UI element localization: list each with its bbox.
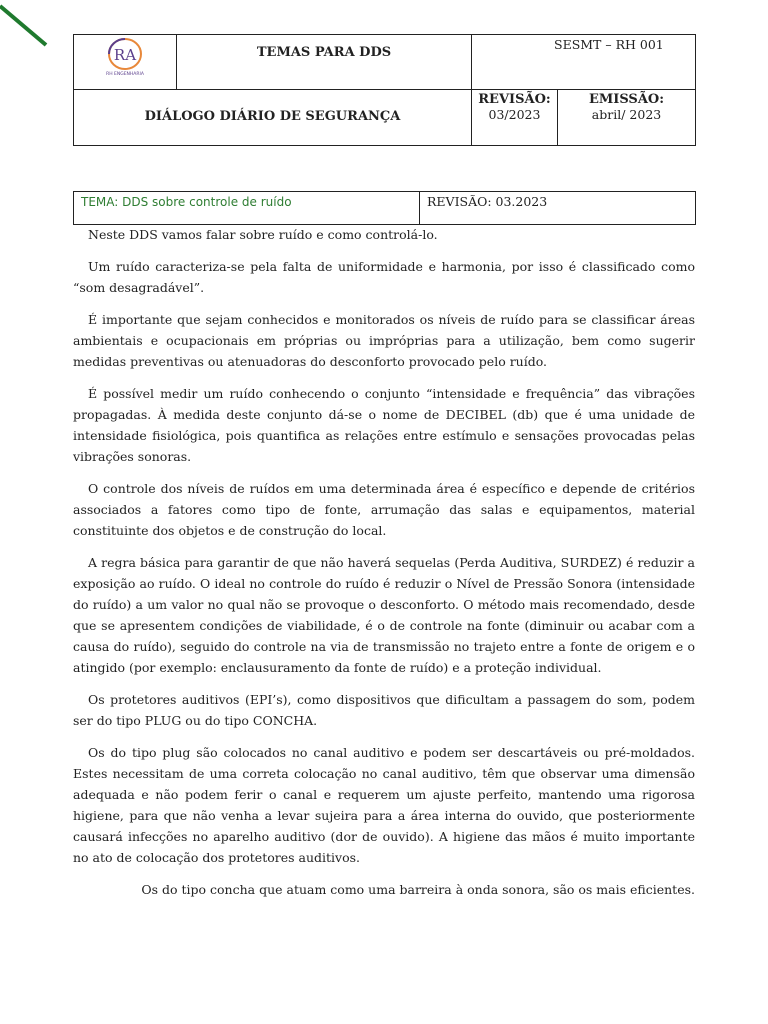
revision-cell <box>472 90 558 146</box>
paragraph: O controle dos níveis de ruídos em uma determinada área é específico e depende de critérios associados a fatores como tipo de fonte, arrumação das salas e equipamentos, material constituinte dos objetos e de construção do local. <box>73 481 695 538</box>
emission-label: EMISSÃO: <box>588 92 665 107</box>
document-body <box>73 224 695 911</box>
code-cell <box>472 35 696 90</box>
paragraph: É possível medir um ruído conhecendo o conjunto “intensidade e frequência” das vibrações propagadas. À medida deste conjunto dá-se o nome de DECIBEL (db) que é uma unidade de intensidade fisiológica, pois quantifica as relações entre estímulo e sensações provocadas pelas vibrações sonoras. <box>73 386 695 464</box>
corner-stripe-decoration <box>0 0 60 60</box>
tema-label: TEMA: DDS sobre controle de ruído <box>81 195 292 209</box>
company-logo <box>97 37 153 77</box>
paragraph: Os do tipo plug são colocados no canal auditivo e podem ser descartáveis ou pré-moldados. Estes necessitam de uma correta colocação no canal auditivo, têm que observar uma dimensão adequada e não podem ferir o canal e requerem um ajuste perfeito, mantendo uma rigorosa higiene, para que não venha a levar sujeira para a área interna do ouvido, que posteriormente causará infecções no aparelho auditivo (dor de ouvido). A higiene das mãos é muito importante no ato de colocação dos protetores auditivos. <box>73 745 695 865</box>
emission-value: abril/ 2023 <box>591 107 662 122</box>
paragraph: Um ruído caracteriza-se pela falta de uniformidade e harmonia, por isso é classificado como “som desagradável”. <box>73 259 695 295</box>
document-title: TEMAS PARA DDS <box>256 45 392 60</box>
tema-revision-cell <box>420 192 696 225</box>
paragraph: Neste DDS vamos falar sobre ruído e como controlá-lo. <box>88 227 438 242</box>
paragraph: A regra básica para garantir de que não haverá sequelas (Perda Auditiva, SURDEZ) é reduzir a exposição ao ruído. O ideal no controle do ruído é reduzir o Nível de Pressão Sonora (intensidade do ruído) a um valor no qual não se provoque o desconforto. O método mais recomendado, desde que se apresentem condições de viabilidade, é o de controle na fonte (diminuir ou acabar com a causa do ruído), seguido do controle na via de transmissão no trajeto entre a fonte de origem e o atingido (por exemplo: enclausuramento da fonte de ruído) e a proteção individual. <box>73 555 695 675</box>
document-header <box>73 34 696 146</box>
revision-value: 03/2023 <box>488 107 541 122</box>
emission-cell <box>558 90 696 146</box>
tema-revision: REVISÃO: 03.2023 <box>427 194 548 209</box>
svg-text:RA: RA <box>113 46 137 64</box>
paragraph: Os do tipo concha que atuam como uma barreira à onda sonora, são os mais eficientes. <box>141 882 695 897</box>
dialog-cell <box>74 90 472 146</box>
paragraph: Os protetores auditivos (EPI’s), como dispositivos que dificultam a passagem do som, podem ser do tipo PLUG ou do tipo CONCHA. <box>73 692 695 728</box>
logo-cell <box>74 35 177 90</box>
tema-cell <box>74 192 420 225</box>
dialog-title: DIÁLOGO DIÁRIO DE SEGURANÇA <box>144 109 401 124</box>
paragraph: É importante que sejam conhecidos e monitorados os níveis de ruído para se classificar áreas ambientais e ocupacionais em próprias ou impróprias para a utilização, bem como sugerir medidas preventivas ou atenuadoras do desconforto provocado pelo ruído. <box>73 312 695 369</box>
document-code: SESMT – RH 001 <box>554 37 664 52</box>
tema-box <box>73 191 696 225</box>
revision-label: REVISÃO: <box>478 92 551 107</box>
svg-text:RH ENGENHARIA: RH ENGENHARIA <box>106 72 144 77</box>
title-cell <box>177 35 472 90</box>
